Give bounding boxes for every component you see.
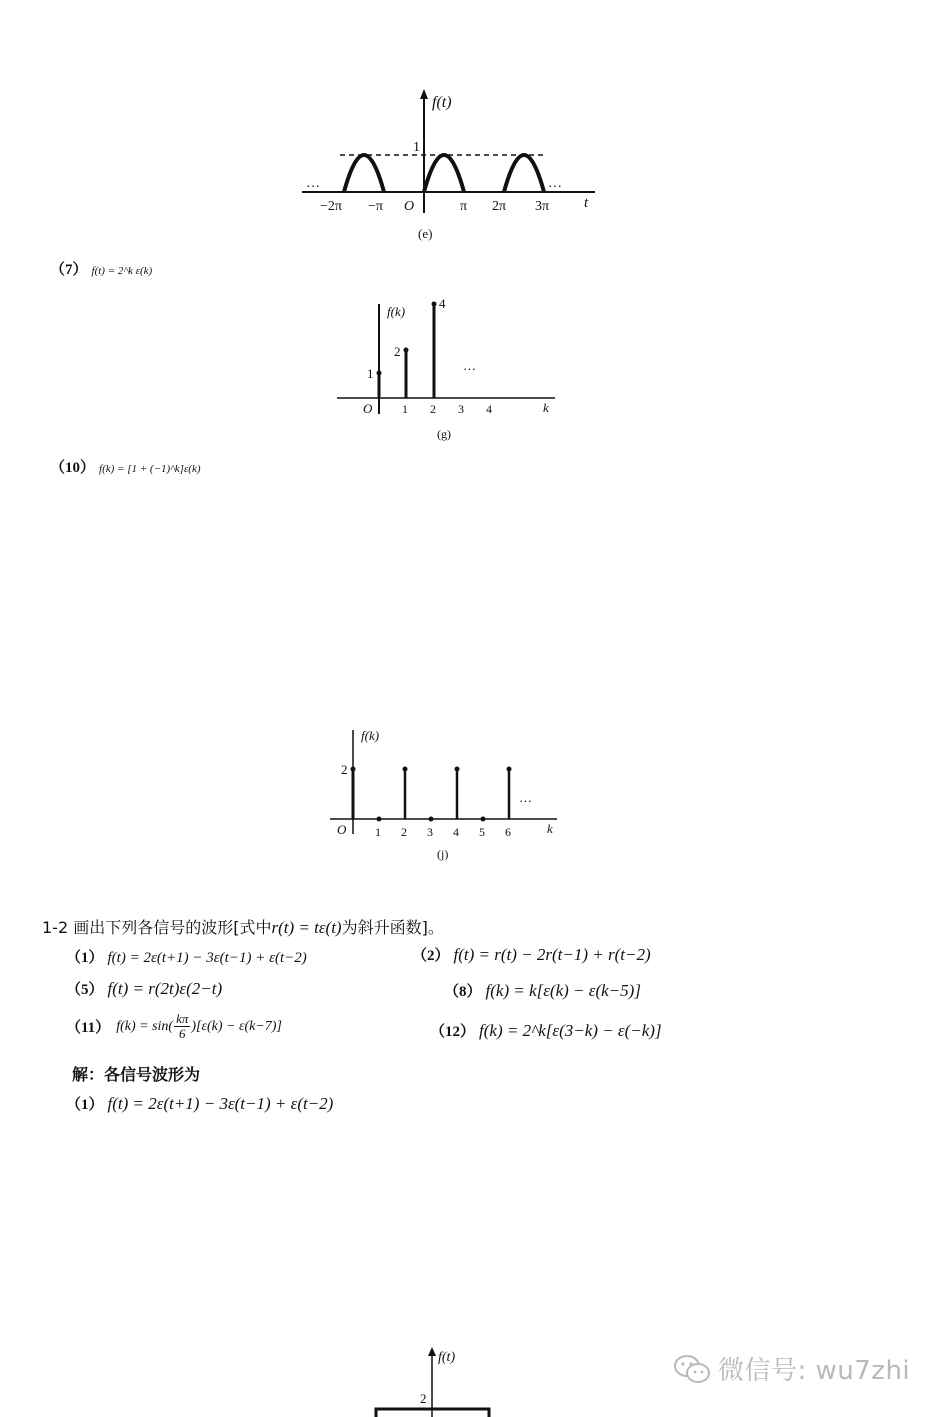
y-axis-arrow xyxy=(428,1347,436,1356)
value-1: 1 xyxy=(367,366,374,381)
level-one: 1 xyxy=(413,140,420,155)
problem-item-11-fraction xyxy=(174,1012,190,1041)
point-k4 xyxy=(455,767,460,772)
problem-item-1 xyxy=(66,946,307,967)
wechat-icon xyxy=(672,1352,712,1386)
arch-2 xyxy=(424,155,464,192)
tick-pi: π xyxy=(460,199,468,214)
x-label: k xyxy=(543,400,549,415)
problem-item-12-number: （12） xyxy=(430,1024,476,1040)
y-axis-arrow xyxy=(420,89,428,99)
value-4: 4 xyxy=(439,296,446,311)
problem-item-8-number: （8） xyxy=(444,984,482,1000)
caption-g: (g) xyxy=(437,427,451,441)
figure-j xyxy=(325,722,570,870)
point-k2 xyxy=(403,767,408,772)
problem-item-8 xyxy=(444,980,641,1001)
y-label: f(t) xyxy=(432,94,452,111)
dots: … xyxy=(463,358,476,373)
point-k6 xyxy=(507,767,512,772)
left-dots: … xyxy=(306,176,320,191)
arch-3 xyxy=(504,155,544,192)
solution-item-1-eq: f(t) = 2ε(t+1) − 3ε(t−1) + ε(t−2) xyxy=(107,1094,334,1113)
tick-3pi: 3π xyxy=(535,199,550,214)
fraction-numerator: kπ xyxy=(176,1011,189,1026)
value-2: 2 xyxy=(394,344,401,359)
caption-e: (e) xyxy=(418,226,433,241)
item-7-formula: f(t) = 2^k ε(k) xyxy=(91,265,153,277)
point-k1 xyxy=(404,348,409,353)
tick-1: 1 xyxy=(402,402,408,416)
value-2: 2 xyxy=(341,762,348,777)
problem-text-before: 画出下列各信号的波形[式中 xyxy=(73,918,272,937)
tick-4: 4 xyxy=(453,825,459,839)
problem-item-2 xyxy=(412,944,651,965)
problem-item-11-number: （11） xyxy=(66,1020,111,1036)
tick-2: 2 xyxy=(401,825,407,839)
caption-j: (j) xyxy=(437,847,449,861)
watermark xyxy=(672,1350,910,1387)
problem-item-5-eq: f(t) = r(2t)ε(2−t) xyxy=(107,979,223,998)
problem-item-8-eq: f(k) = k[ε(k) − ε(k−5)] xyxy=(485,981,641,1000)
tick-neg-2pi: −2π xyxy=(320,199,342,214)
item-10 xyxy=(50,456,201,477)
y-label: f(k) xyxy=(387,304,406,319)
tick-3: 3 xyxy=(427,825,433,839)
point-k1 xyxy=(377,817,382,822)
origin: O xyxy=(404,199,415,214)
point-k0 xyxy=(351,767,356,772)
item-7 xyxy=(50,258,152,279)
problem-item-1-number: （1） xyxy=(66,950,104,966)
problem-item-5-number: （5） xyxy=(66,982,104,998)
item-10-formula: f(k) = [1 + (−1)^k]ε(k) xyxy=(99,463,201,475)
tick-neg-pi: −π xyxy=(368,199,383,214)
solution-item-1 xyxy=(66,1093,333,1114)
y-label: f(t) xyxy=(438,1350,456,1365)
figure-1 xyxy=(370,1343,500,1417)
tick-2pi: 2π xyxy=(492,199,507,214)
tick-1: 1 xyxy=(375,825,381,839)
problem-item-11-eq-post: )[ε(k) − ε(k−7)] xyxy=(191,1018,282,1034)
watermark-text: 微信号: wu7zhi xyxy=(718,1356,911,1386)
tick-4: 4 xyxy=(486,402,492,416)
dots: … xyxy=(519,790,532,805)
solution-label: 解：各信号波形为 xyxy=(72,1065,201,1084)
x-label: k xyxy=(547,821,553,836)
item-10-number: （10） xyxy=(50,460,96,476)
problem-item-1-eq: f(t) = 2ε(t+1) − 3ε(t−1) + ε(t−2) xyxy=(107,950,307,966)
value-2: 2 xyxy=(420,1391,427,1406)
y-label: f(k) xyxy=(361,728,380,743)
figure-e xyxy=(290,85,610,245)
problem-item-12 xyxy=(430,1020,662,1041)
problem-item-5 xyxy=(66,978,222,999)
tick-3: 3 xyxy=(458,402,464,416)
tick-2: 2 xyxy=(430,402,436,416)
tick-6: 6 xyxy=(505,825,511,839)
figure-g xyxy=(335,296,565,446)
arch-1 xyxy=(344,155,384,192)
solution-item-1-number: （1） xyxy=(66,1097,104,1113)
problem-item-2-number: （2） xyxy=(412,948,450,964)
origin: O xyxy=(363,401,373,416)
item-7-number: （7） xyxy=(50,262,88,278)
fraction-denominator: 6 xyxy=(178,1026,186,1041)
right-dots: … xyxy=(548,176,562,191)
problem-item-11 xyxy=(66,1012,282,1041)
problem-item-11-eq-pre: f(k) = sin( xyxy=(116,1018,174,1034)
origin: O xyxy=(337,822,347,837)
x-label: t xyxy=(584,195,589,211)
problem-item-2-eq: f(t) = r(t) − 2r(t−1) + r(t−2) xyxy=(453,945,651,964)
point-k2 xyxy=(432,302,437,307)
problem-number: 1-2 xyxy=(42,918,69,937)
point-k5 xyxy=(481,817,486,822)
problem-ramp: r(t) = tε(t) xyxy=(271,918,342,937)
problem-text-after: 为斜升函数]。 xyxy=(341,918,444,937)
problem-heading xyxy=(42,915,444,938)
tick-5: 5 xyxy=(479,825,485,839)
point-k3 xyxy=(429,817,434,822)
point-k0 xyxy=(377,371,382,376)
problem-item-12-eq: f(k) = 2^k[ε(3−k) − ε(−k)] xyxy=(479,1021,662,1040)
